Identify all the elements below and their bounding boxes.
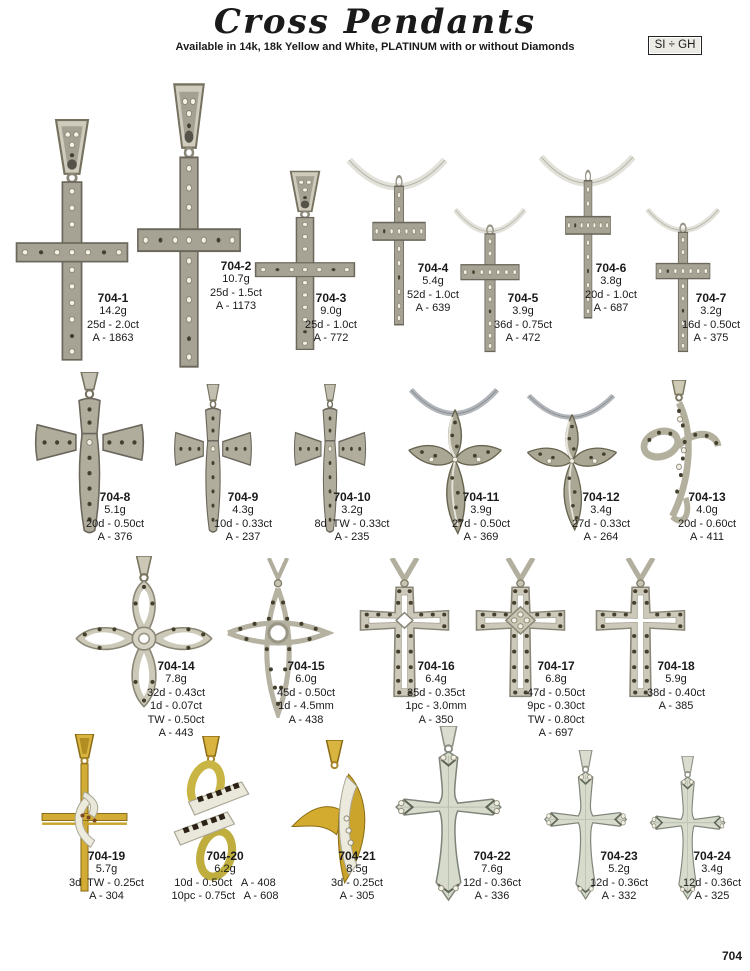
product-line: 45d - 0.50ct [276,686,336,699]
product-line: 16d - 0.50ct [681,318,741,331]
product-line: 3.2g [700,305,722,317]
product-line: TW - 0.50ct [147,713,205,726]
product-id: 704-23 [600,849,638,863]
product-line: 4.3g [232,504,254,516]
product-line: 20d - 0.50ct [85,517,145,530]
product-line: A - 1863 [92,332,134,344]
product-id: 704-4 [417,261,449,275]
product-line: 3.4g [701,863,723,875]
page-number: 704 [721,949,742,963]
product-line: 8.5g [346,863,368,875]
product-line: A - 411 [689,531,725,543]
product-line: A - 264 [583,531,619,543]
product-line: 3.8g [600,275,622,287]
product-line: A - 305 [339,890,375,902]
product-id: 704-22 [473,849,511,863]
product-line: 35d - 0.35ct [406,686,466,699]
product-line: 27d - 0.33ct [571,517,631,530]
product-line: A - 687 [593,302,629,314]
product-line: 25d - 1.0ct [305,318,357,331]
product-label-704-8 [60,490,170,545]
product-label-704-20 [145,849,305,904]
product-line: 9.0g [320,305,342,317]
product-id: 704-5 [507,291,539,305]
product-id: 704-16 [417,659,455,673]
product-label-704-6 [556,261,666,316]
product-line: 12d - 0.36ct [589,876,649,889]
product-id: 704-13 [688,490,726,504]
product-line: 25d - 1.5ct [210,286,262,299]
product-line: 12d - 0.36ct [682,876,742,889]
product-line: A - 332 [601,890,637,902]
product-line: 1d - 4.5mm [278,700,334,712]
product-line: 4.0g [696,504,718,516]
product-line: A - 697 [538,727,574,739]
product-line: A - 472 [505,332,541,344]
product-line: 52d - 1.0ct [407,288,459,301]
product-label-704-16 [380,659,492,727]
product-id: 704-21 [338,849,376,863]
product-line: 12d - 0.36ct [462,876,522,889]
product-line: A - 375 [693,332,729,344]
product-id: 704-7 [695,291,727,305]
product-label-704-22 [436,849,548,904]
product-line: A - 639 [415,302,451,314]
product-line: 1pc - 3.0mm [405,700,467,712]
product-id: 704-11 [462,490,500,504]
product-line: A - 336 [474,890,510,902]
product-line: 25d - 2.0ct [87,318,139,331]
product-line: A - 304 [89,890,124,902]
product-line: 5.9g [665,673,687,685]
page-subtitle: Available in 14k, 18k Yellow and White, PLATINUM with or without Diamonds [175,41,575,53]
product-line: A - 369 [463,531,499,543]
product-line: 9pc - 0.30ct [527,700,585,712]
product-line: A - 443 [158,727,194,739]
page-title: Cross Pendants [213,2,537,42]
product-line: 3.9g [470,504,492,516]
product-line: 10d - 0.50ct A - 408 [174,876,276,889]
product-line: 3.2g [341,504,363,516]
product-line: A - 1173 [215,300,257,312]
product-id: 704-12 [582,490,620,504]
product-line: 10.7g [222,273,250,285]
product-id: 704-1 [97,291,129,305]
product-line: 38d - 0.40ct [646,686,706,699]
product-line: 20d - 0.60ct [677,517,737,530]
product-id: 704-8 [99,490,131,504]
product-line: 5.2g [608,863,630,875]
product-line: 6.2g [214,863,236,875]
product-line: 27d - 0.50ct [451,517,511,530]
product-id: 704-9 [227,490,259,504]
product-label-704-24 [656,849,750,904]
product-line: 5.1g [104,504,126,516]
product-line: 3d TW - 0.25ct [69,876,144,889]
product-id: 704-19 [87,849,126,863]
product-label-704-13 [652,490,750,545]
product-line: A - 772 [313,332,349,344]
product-label-704-1 [58,291,168,346]
product-label-704-17 [500,659,612,741]
product-line: A - 237 [225,531,261,543]
product-line: 8d TW - 0.33ct [314,517,390,530]
product-line: A - 350 [418,713,454,726]
product-line: 5.7g [95,863,118,875]
product-line: 36d - 0.75ct [493,318,553,331]
product-label-704-12 [546,490,656,545]
product-line: 5.4g [422,275,444,287]
product-line: 7.6g [481,863,503,875]
product-label-704-14 [120,659,232,741]
product-line: A - 235 [334,531,370,543]
product-line: 14.2g [99,305,127,317]
product-id: 704-17 [537,659,575,673]
product-id: 704-20 [206,849,244,863]
product-line: 3d - 0.25ct [331,876,383,889]
product-label-704-9 [188,490,298,545]
product-line: A - 438 [288,713,324,726]
product-line: 20d - 1.0ct [585,288,637,301]
product-id: 704-24 [693,849,731,863]
product-label-704-11 [426,490,536,545]
product-id: 704-6 [595,261,627,275]
product-label-704-3 [276,291,386,346]
product-line: 6.0g [295,673,317,685]
product-line: A - 325 [694,890,730,902]
product-id: 704-14 [157,659,195,673]
product-id: 704-18 [657,659,695,673]
product-line: 3.4g [590,504,612,516]
product-line: 10pc - 0.75ct A - 608 [171,890,279,902]
product-line: 32d - 0.43ct [146,686,206,699]
product-id: 704-3 [315,291,347,305]
product-line: TW - 0.80ct [527,713,585,726]
product-line: 1d - 0.07ct [150,700,202,712]
product-line: 6.4g [425,673,447,685]
product-line: A - 376 [97,531,133,543]
product-id: 704-10 [333,490,371,504]
product-label-704-15 [250,659,362,727]
product-label-704-7 [656,291,750,346]
product-label-704-2 [181,259,291,314]
product-label-704-18 [620,659,732,714]
quality-badge: SI ÷ GH [648,36,702,55]
product-line: 6.8g [545,673,567,685]
product-line: 47d - 0.50ct [526,686,586,699]
product-line: 10d - 0.33ct [213,517,273,530]
product-line: A - 385 [658,700,694,712]
product-line: 7.8g [165,673,187,685]
product-label-704-21 [298,849,416,904]
product-label-704-10 [292,490,412,545]
product-id: 704-2 [220,259,252,273]
product-line: 3.9g [512,305,534,317]
product-id: 704-15 [287,659,325,673]
